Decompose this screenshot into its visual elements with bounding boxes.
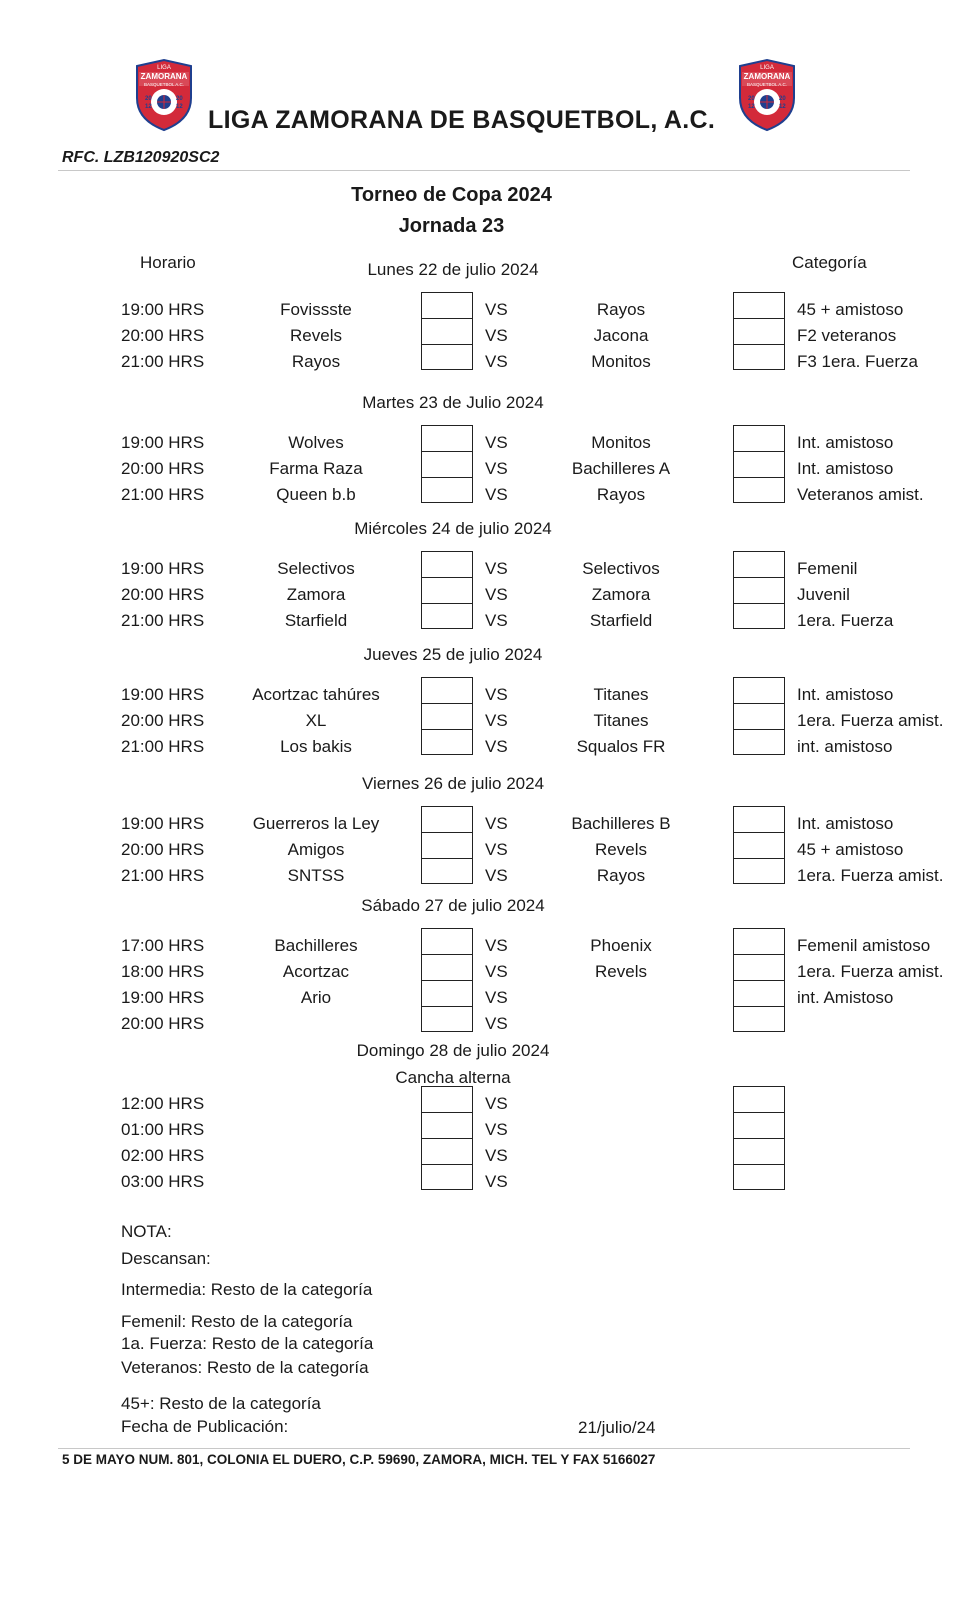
day-title: Lunes 22 de julio 2024 <box>367 260 539 279</box>
home-team: Starfield <box>284 611 348 630</box>
home-team: Los bakis <box>280 737 352 756</box>
match-category: Femenil <box>797 559 858 578</box>
header-divider <box>58 170 910 171</box>
match-time: 20:00 HRS <box>121 459 205 478</box>
away-team: Rayos <box>596 300 646 319</box>
org-title: LIGA ZAMORANA DE BASQUETBOL, A.C. <box>208 106 716 134</box>
note-femenil: Femenil: Resto de la categoría <box>121 1312 353 1331</box>
score-box[interactable] <box>734 1007 784 1033</box>
match-category: Int. amistoso <box>797 433 894 452</box>
right-score-boxes[interactable] <box>733 928 785 1032</box>
home-team: Wolves <box>288 433 344 452</box>
svg-text:20: 20 <box>779 96 786 102</box>
vs-label: VS <box>485 1094 508 1113</box>
score-box[interactable] <box>734 1139 784 1165</box>
league-logo-left <box>131 58 197 132</box>
day-title: Martes 23 de Julio 2024 <box>362 393 544 412</box>
home-team: Revels <box>290 326 342 345</box>
score-box[interactable] <box>734 293 784 319</box>
score-box[interactable] <box>734 807 784 833</box>
score-box[interactable] <box>422 929 472 955</box>
match-time: 18:00 HRS <box>121 962 205 981</box>
score-box[interactable] <box>422 807 472 833</box>
score-box[interactable] <box>422 345 472 371</box>
svg-text:LIGA: LIGA <box>760 65 774 71</box>
away-team: Jacona <box>593 326 649 345</box>
match-time: 03:00 HRS <box>121 1172 205 1191</box>
vs-label: VS <box>485 433 508 452</box>
away-team: Revels <box>595 962 647 981</box>
match-category: Juvenil <box>797 585 850 604</box>
score-box[interactable] <box>734 426 784 452</box>
match-time: 19:00 HRS <box>121 988 205 1007</box>
score-box[interactable] <box>734 604 784 630</box>
away-team: Titanes <box>593 685 649 704</box>
logo-basquetbol-text: BASQUETBOL A.C. <box>143 82 185 87</box>
score-box[interactable] <box>734 1113 784 1139</box>
home-team: Zamora <box>286 585 346 604</box>
match-time: 21:00 HRS <box>121 352 205 371</box>
rfc-number: RFC. LZB120920SC2 <box>62 149 220 166</box>
match-time: 21:00 HRS <box>121 866 205 885</box>
match-time: 21:00 HRS <box>121 485 205 504</box>
score-box[interactable] <box>422 1139 472 1165</box>
match-time: 02:00 HRS <box>121 1146 205 1165</box>
score-box[interactable] <box>422 604 472 630</box>
vs-label: VS <box>485 685 508 704</box>
home-team: Ario <box>300 988 332 1007</box>
score-box[interactable] <box>422 1007 472 1033</box>
score-box[interactable] <box>422 552 472 578</box>
away-team: Titanes <box>593 711 649 730</box>
away-team: Bachilleres A <box>571 459 671 478</box>
score-box[interactable] <box>422 319 472 345</box>
match-time: 19:00 HRS <box>121 433 205 452</box>
note-intermedia: Intermedia: Resto de la categoría <box>121 1280 373 1299</box>
vs-label: VS <box>485 459 508 478</box>
note-45: 45+: Resto de la categoría <box>121 1394 321 1413</box>
home-team: Selectivos <box>277 559 355 578</box>
day-subtitle: Cancha alterna <box>395 1068 511 1087</box>
home-team: Guerreros la Ley <box>252 814 380 833</box>
svg-text:12: 12 <box>145 104 152 110</box>
away-team: Monitos <box>591 352 651 371</box>
vs-label: VS <box>485 485 508 504</box>
match-time: 17:00 HRS <box>121 936 205 955</box>
vs-label: VS <box>485 737 508 756</box>
league-logo-right <box>734 58 800 132</box>
match-time: 20:00 HRS <box>121 585 205 604</box>
match-category: 45 + amistoso <box>797 840 904 859</box>
score-box[interactable] <box>734 678 784 704</box>
match-time: 19:00 HRS <box>121 300 205 319</box>
match-category: Int. amistoso <box>797 685 894 704</box>
home-team: Farma Raza <box>269 459 363 478</box>
left-score-boxes[interactable] <box>421 292 473 370</box>
score-box[interactable] <box>734 345 784 371</box>
home-team: Rayos <box>291 352 341 371</box>
match-category: Veteranos amist. <box>797 485 924 504</box>
match-category: 1era. Fuerza amist. <box>797 962 944 981</box>
score-box[interactable] <box>734 955 784 981</box>
note-fuerza: 1a. Fuerza: Resto de la categoría <box>121 1334 374 1353</box>
away-team: Starfield <box>589 611 653 630</box>
score-box[interactable] <box>734 981 784 1007</box>
match-time: 19:00 HRS <box>121 559 205 578</box>
vs-label: VS <box>485 300 508 319</box>
away-team: Rayos <box>596 866 646 885</box>
left-score-boxes[interactable] <box>421 551 473 629</box>
svg-text:20: 20 <box>176 96 183 102</box>
vs-label: VS <box>485 866 508 885</box>
match-category: F2 veteranos <box>797 326 897 345</box>
vs-label: VS <box>485 1172 508 1191</box>
match-time: 20:00 HRS <box>121 1014 205 1033</box>
away-team: Rayos <box>596 485 646 504</box>
score-box[interactable] <box>422 1165 472 1191</box>
logo-liga-text: LIGA <box>157 65 171 71</box>
score-box[interactable] <box>422 578 472 604</box>
match-time: 19:00 HRS <box>121 814 205 833</box>
vs-label: VS <box>485 326 508 345</box>
match-category: 1era. Fuerza amist. <box>797 711 944 730</box>
match-category: int. Amistoso <box>797 988 894 1007</box>
score-box[interactable] <box>422 426 472 452</box>
match-time: 01:00 HRS <box>121 1120 205 1139</box>
right-score-boxes[interactable] <box>733 806 785 884</box>
svg-text:BASQUETBOL A.C.: BASQUETBOL A.C. <box>746 82 788 87</box>
vs-label: VS <box>485 988 508 1007</box>
away-team: Zamora <box>591 585 651 604</box>
score-box[interactable] <box>422 1087 472 1113</box>
left-score-boxes[interactable] <box>421 1086 473 1190</box>
score-box[interactable] <box>422 859 472 885</box>
score-box[interactable] <box>422 955 472 981</box>
home-team: Amigos <box>287 840 345 859</box>
svg-text:12: 12 <box>748 104 755 110</box>
score-box[interactable] <box>422 293 472 319</box>
vs-label: VS <box>485 1120 508 1139</box>
column-header-time: Horario <box>140 253 196 272</box>
score-box[interactable] <box>422 730 472 756</box>
right-score-boxes[interactable] <box>733 292 785 370</box>
svg-text:20: 20 <box>145 96 152 102</box>
vs-label: VS <box>485 840 508 859</box>
away-team: Squalos FR <box>576 737 666 756</box>
score-box[interactable] <box>734 1087 784 1113</box>
home-team: Acortzac tahúres <box>252 685 380 704</box>
home-team: Queen b.b <box>276 485 356 504</box>
tournament-title: Torneo de Copa 2024 <box>351 184 552 206</box>
vs-label: VS <box>485 962 508 981</box>
right-score-boxes[interactable] <box>733 1086 785 1190</box>
score-box[interactable] <box>422 981 472 1007</box>
svg-text:12: 12 <box>779 104 786 110</box>
score-box[interactable] <box>734 552 784 578</box>
match-category: 1era. Fuerza <box>797 611 894 630</box>
score-box[interactable] <box>734 578 784 604</box>
column-header-category: Categoría <box>792 253 867 272</box>
score-box[interactable] <box>734 859 784 885</box>
home-team: SNTSS <box>287 866 345 885</box>
day-title: Jueves 25 de julio 2024 <box>363 645 543 664</box>
left-score-boxes[interactable] <box>421 928 473 1032</box>
away-team: Selectivos <box>582 559 660 578</box>
left-score-boxes[interactable] <box>421 425 473 503</box>
match-time: 20:00 HRS <box>121 711 205 730</box>
logo-zamorana-text: ZAMORANA <box>140 72 188 81</box>
score-box[interactable] <box>422 478 472 504</box>
score-box[interactable] <box>422 1113 472 1139</box>
score-box[interactable] <box>422 452 472 478</box>
vs-label: VS <box>485 611 508 630</box>
vs-label: VS <box>485 1014 508 1033</box>
score-box[interactable] <box>734 730 784 756</box>
score-box[interactable] <box>422 678 472 704</box>
score-box[interactable] <box>422 833 472 859</box>
score-box[interactable] <box>422 704 472 730</box>
vs-label: VS <box>485 585 508 604</box>
note-veteranos: Veteranos: Resto de la categoría <box>121 1358 369 1377</box>
match-time: 20:00 HRS <box>121 840 205 859</box>
vs-label: VS <box>485 352 508 371</box>
day-title: Viernes 26 de julio 2024 <box>361 774 545 793</box>
match-category: Int. amistoso <box>797 459 894 478</box>
score-box[interactable] <box>734 704 784 730</box>
round-title: Jornada 23 <box>398 215 505 237</box>
match-category: Femenil amistoso <box>797 936 931 955</box>
home-team: Bachilleres <box>274 936 358 955</box>
away-team: Monitos <box>591 433 651 452</box>
home-team: Acortzac <box>282 962 350 981</box>
svg-text:12: 12 <box>176 104 183 110</box>
away-team: Phoenix <box>590 936 652 955</box>
svg-text:20: 20 <box>748 96 755 102</box>
match-category: 45 + amistoso <box>797 300 904 319</box>
match-time: 19:00 HRS <box>121 685 205 704</box>
score-box[interactable] <box>734 452 784 478</box>
vs-label: VS <box>485 711 508 730</box>
vs-label: VS <box>485 559 508 578</box>
match-category: Int. amistoso <box>797 814 894 833</box>
score-box[interactable] <box>734 478 784 504</box>
svg-text:ZAMORANA: ZAMORANA <box>743 72 791 81</box>
score-box[interactable] <box>734 929 784 955</box>
match-time: 21:00 HRS <box>121 737 205 756</box>
right-score-boxes[interactable] <box>733 425 785 503</box>
away-team: Bachilleres B <box>571 814 671 833</box>
right-score-boxes[interactable] <box>733 551 785 629</box>
score-box[interactable] <box>734 833 784 859</box>
footer-divider <box>58 1448 910 1449</box>
vs-label: VS <box>485 1146 508 1165</box>
score-box[interactable] <box>734 1165 784 1191</box>
vs-label: VS <box>485 814 508 833</box>
left-score-boxes[interactable] <box>421 677 473 755</box>
vs-label: VS <box>485 936 508 955</box>
match-category: int. amistoso <box>797 737 893 756</box>
away-team: Revels <box>595 840 647 859</box>
home-team: Fovissste <box>280 300 352 319</box>
left-score-boxes[interactable] <box>421 806 473 884</box>
match-time: 21:00 HRS <box>121 611 205 630</box>
note-label: NOTA: <box>121 1222 172 1241</box>
match-category: F3 1era. Fuerza <box>797 352 918 371</box>
publication-date: 21/julio/24 <box>578 1418 656 1437</box>
note-descansan: Descansan: <box>121 1249 211 1268</box>
match-time: 20:00 HRS <box>121 326 205 345</box>
right-score-boxes[interactable] <box>733 677 785 755</box>
day-title: Sábado 27 de julio 2024 <box>361 896 545 915</box>
match-category: 1era. Fuerza amist. <box>797 866 944 885</box>
home-team: XL <box>305 711 327 730</box>
score-box[interactable] <box>734 319 784 345</box>
footer-address: 5 DE MAYO NUM. 801, COLONIA EL DUERO, C.P. 59690, ZAMORA, MICH. TEL Y FAX 5166027 <box>62 1452 656 1467</box>
day-title: Miércoles 24 de julio 2024 <box>354 519 552 538</box>
publication-label: Fecha de Publicación: <box>121 1417 289 1436</box>
match-time: 12:00 HRS <box>121 1094 205 1113</box>
day-title: Domingo 28 de julio 2024 <box>356 1041 550 1060</box>
